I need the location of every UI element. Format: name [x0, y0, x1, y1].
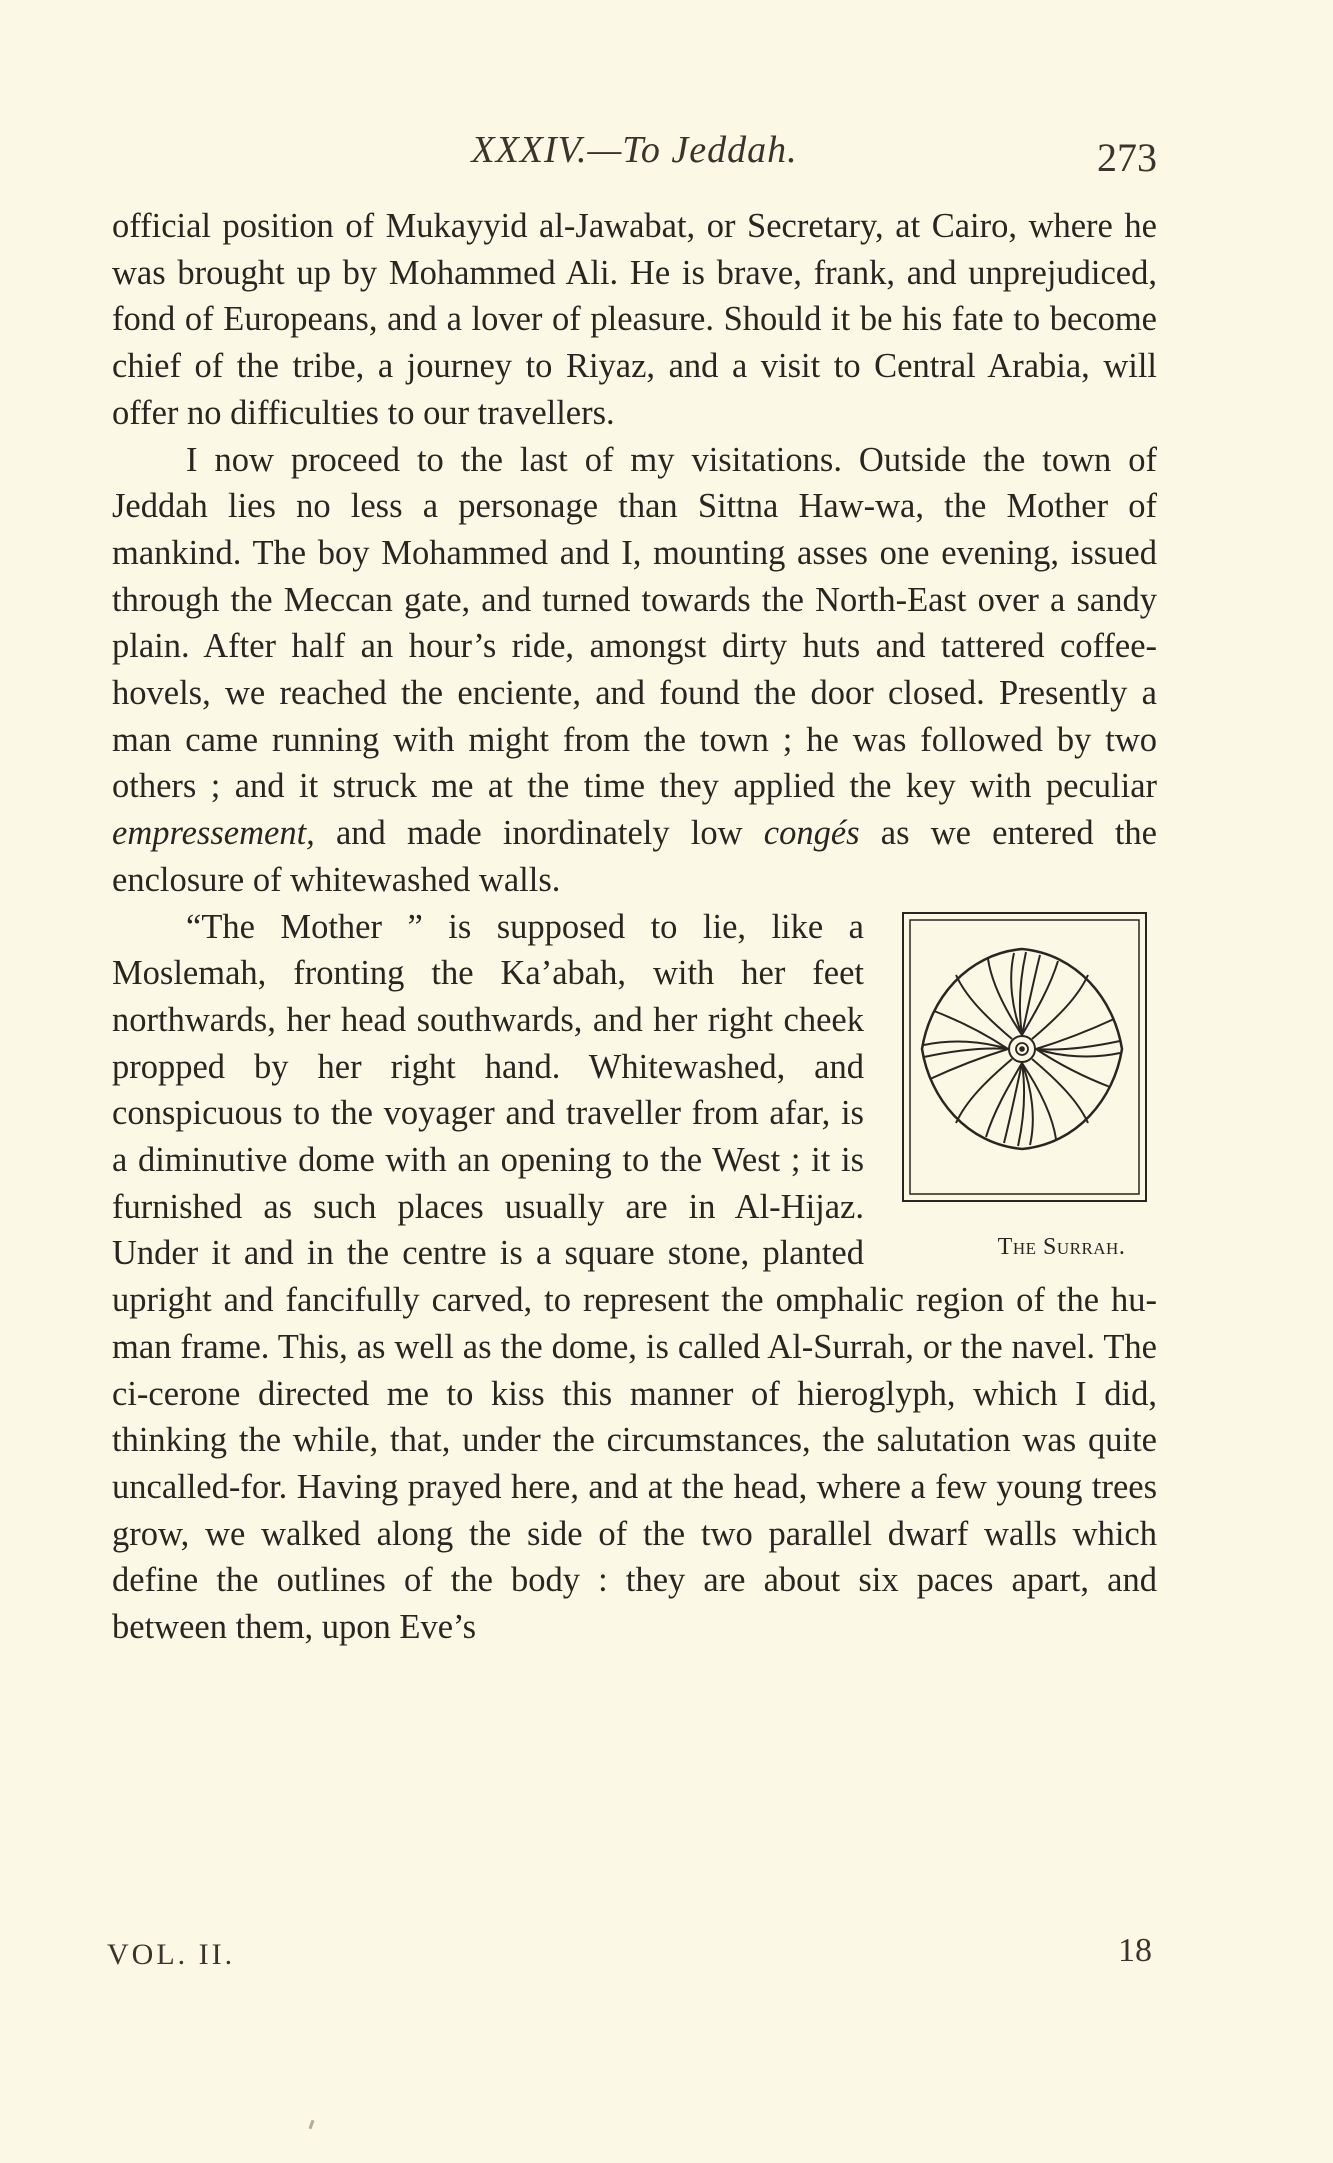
paragraph-2	[112, 437, 1157, 904]
paragraph-3-text: “The Mother ” is supposed to lie, like a Moslemah, fronting the Ka’abah, with her feet northwards, her head southwards, and her right cheek propped by her right hand. Whitewashed, and conspicuous to the voyager and traveller from afar, is a diminutive dome with an opening to the West ; it is furnished as such places usually are in Al-Hijaz. Under it and in the centre is a square stone, planted upright and fancifully carved, to represent the omphalic region of the hu-man frame. This, as well as the dome, is called Al-Surrah, or the navel. The ci-cerone directed me to kiss this manner of hieroglyph, which I did, thinking the while, that, under the circumstances, the salutation was quite uncalled-for. Having prayed here, and at the head, where a few young trees grow, we walked along the side of the two parallel dwarf walls which define the outlines of the body : they are about six paces apart, and between them, upon Eve’s	[112, 907, 1157, 1647]
italic-term-empressement: empressement,	[112, 814, 315, 853]
figure-frame	[902, 912, 1147, 1202]
signature-mark: VOL. II.	[107, 1938, 236, 1971]
paragraph-2-text-c: as we entered the enclosure of whitewashed walls.	[112, 814, 1157, 899]
page-header	[112, 128, 1157, 184]
sheet-number: 18	[1118, 1932, 1152, 1969]
paper-speck	[309, 2120, 315, 2129]
paragraph-2-text-b: and made inordinately low	[314, 814, 764, 853]
body-text	[112, 203, 1157, 1651]
paragraph-3	[112, 904, 1157, 1651]
page-footer	[107, 1932, 1152, 1988]
italic-term-conges: congés	[763, 814, 860, 853]
running-title: XXXIV.—To Jeddah.	[471, 129, 798, 171]
surrah-figure	[892, 912, 1157, 1271]
paragraph-1: official position of Mukayyid al-Jawabat, or Secretary, at Cairo, where he was brought up by Mohammed Ali. He is brave, frank, and unprejudiced, fond of Europeans, and a lover of pleasure. Should it be his fate to become chief of the tribe, a journey to Riyaz, and a visit to Central Arabia, will offer no difficulties to our travellers.	[112, 207, 1157, 432]
paragraph-2-text-a: I now proceed to the last of my visitations. Outside the town of Jeddah lies no less a personage than Sittna Haw-wa, the Mother of mankind. The boy Mohammed and I, mounting asses one evening, issued through the Meccan gate, and turned towards the North-East over a sandy plain. After half an hour’s ride, amongst dirty huts and tattered coffee-hovels, we reached the enciente, and found the door closed. Presently a man came running with might from the town ; he was followed by two others ; and it struck me at the time they applied the key with peculiar	[112, 440, 1157, 806]
surrah-stone-illustration-icon	[904, 914, 1145, 1200]
figure-caption: The Surrah.	[997, 1233, 1126, 1260]
page-number: 273	[1097, 135, 1157, 180]
